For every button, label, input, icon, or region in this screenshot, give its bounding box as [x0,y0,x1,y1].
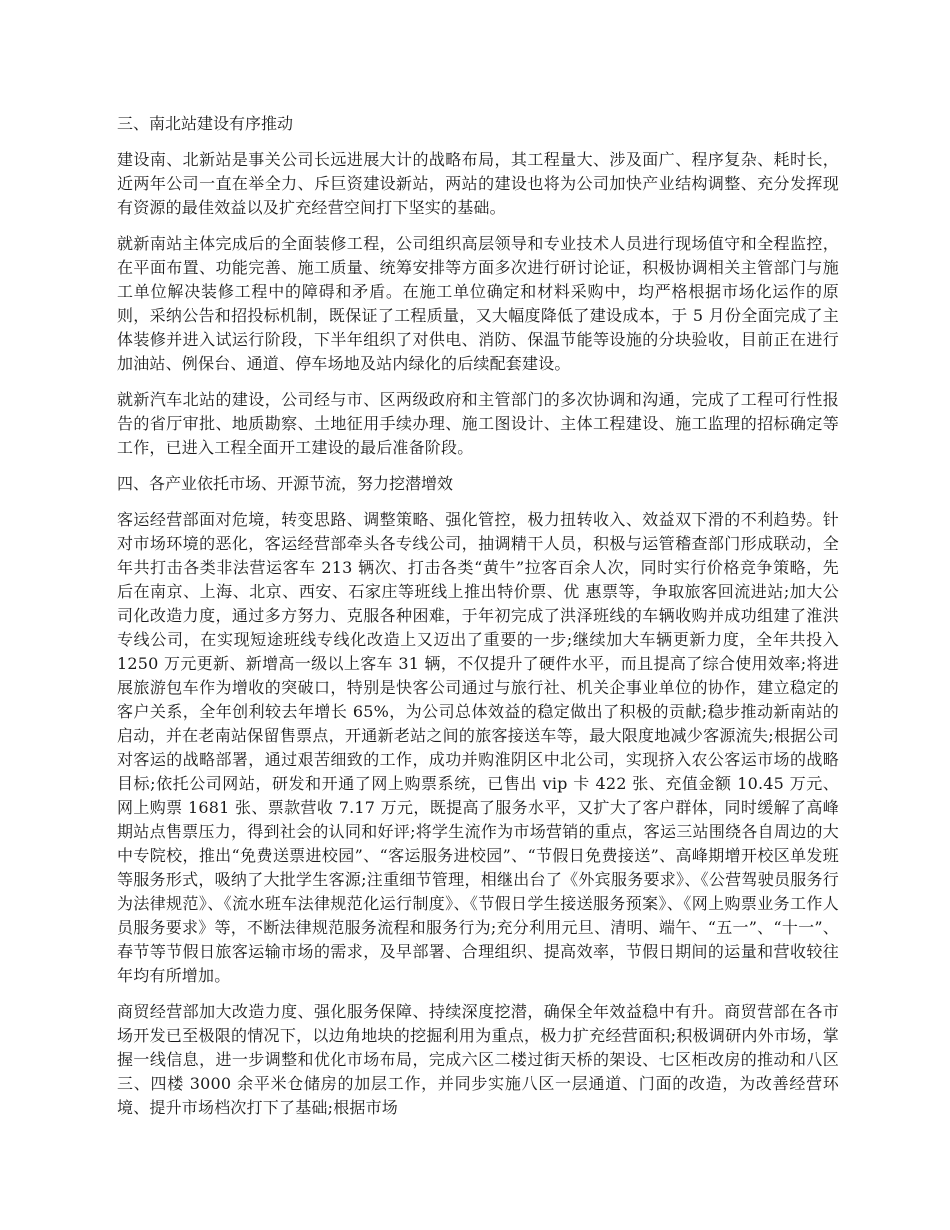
section-heading-4: 四、各产业依托市场、开源节流，努力挖潜增效 [117,474,454,493]
paragraph-3: 就新汽车北站的建设，公司经与市、区两级政府和主管部门的多次协调和沟通，完成了工程可行性报告的省厅审批、地质勘察、土地征用手续办理、施工图设计、主体工程建设、施工监理的招标确定等工作，已进入工程全面开工建设的最后准备阶段。 [117,390,839,457]
paragraph-4: 客运经营部面对危境，转变思路、调整策略、强化管控，极力扭转收入、效益双下滑的不利趋势。针对市场环境的恶化，客运经营部牵头各专线公司，抽调精干人员，积极与运管稽查部门形成联动，全年共打击各类非法营运客车 213 辆次、打击各类“黄牛”拉客百余人次，同时实行价格竞争策略，先后在南京、上海、北京、西安、石家庄等班线上推出特价票、优 惠票等，争取旅客回流进站;加大公司化改造力度，通过多方努力、克服各种困难，于年初完成了洪泽班线的车辆收购并成功组建了淮洪专线公司，在实现短途班线专线化改造上又迈出了重要的一步;继续加大车辆更新力度，全年共投入 1250 万元更新、新增高一级以上客车 31 辆，不仅提升了硬件水平，而且提高了综合使用效率;将进展旅游包车作为增收的突破口，特别是快客公司通过与旅行社、机关企事业单位的协作，建立稳定的客户关系，全年创利较去年增长 65%，为公司总体效益的稳定做出了积极的贡献;稳步推动新南站的启动，并在老南站保留售票点，开通新老站之间的旅客接送车等，最大限度地减少客源流失;根据公司对客运的战略部署，通过艰苦细致的工作，成功并购淮阴区中北公司，实现挤入农公客运市场的战略目标;依托公司网站，研发和开通了网上购票系统，已售出 vip 卡 422 张、充值金额 10.45 万元、网上购票 1681 张、票款营收 7.17 万元，既提高了服务水平，又扩大了客户群体，同时缓解了高峰期站点售票压力，得到社会的认同和好评;将学生流作为市场营销的重点，客运三站围绕各自周边的大中专院校，推出“免费送票进校园”、“客运服务进校园”、“节假日免费接送”、高峰期增开校区单发班等服务形式，吸纳了大批学生客源;注重细节管理，相继出台了《外宾服务要求》、《公营驾驶员服务行为法律规范》、《流水班车法律规范化运行制度》、《节假日学生接送服务预案》、《网上购票业务工作人员服务要求》等，不断法律规范服务流程和服务行为;充分利用元旦、清明、端午、“五一”、“十一”、春节等节假日旅客运输市场的需求，及早部署、合理组织、提高效率，节假日期间的运量和营收较往年均有所增加。 [117,510,839,985]
paragraph-2: 就新南站主体完成后的全面装修工程，公司组织高层领导和专业技术人员进行现场值守和全程监控，在平面布置、功能完善、施工质量、统筹安排等方面多次进行研讨论证，积极协调相关主管部门与施工单位解决装修工程中的障碍和矛盾。在施工单位确定和材料采购中，均严格根据市场化运作的原则，采纳公告和招投标机制，既保证了工程质量，又大幅度降低了建设成本，于 5 月份全面完成了主体装修并进入试运行阶段，下半年组织了对供电、消防、保温节能等设施的分块验收，目前正在进行加油站、例保台、通道、停车场地及站内绿化的后续配套建设。 [117,234,839,373]
paragraph-1: 建设南、北新站是事关公司长远进展大计的战略布局，其工程量大、涉及面广、程序复杂、耗时长，近两年公司一直在举全力、斥巨资建设新站，两站的建设也将为公司加快产业结构调整、充分发挥现有资源的最佳效益以及扩充经营空间打下坚实的基础。 [117,150,839,217]
document-page [117,112,839,1132]
section-heading-3: 三、南北站建设有序推动 [117,114,294,133]
paragraph-5: 商贸经营部加大改造力度、强化服务保障、持续深度挖潜，确保全年效益稳中有升。商贸营部在各市场开发已至极限的情况下，以边角地块的挖掘利用为重点，极力扩充经营面积;积极调研内外市场，掌握一线信息，进一步调整和优化市场布局，完成六区二楼过街天桥的架设、七区柜改房的推动和八区三、四楼 3000 余平米仓储房的加层工作，并同步实施八区一层通道、门面的改造，为改善经营环境、提升市场档次打下了基础;根据市场 [117,1002,839,1117]
